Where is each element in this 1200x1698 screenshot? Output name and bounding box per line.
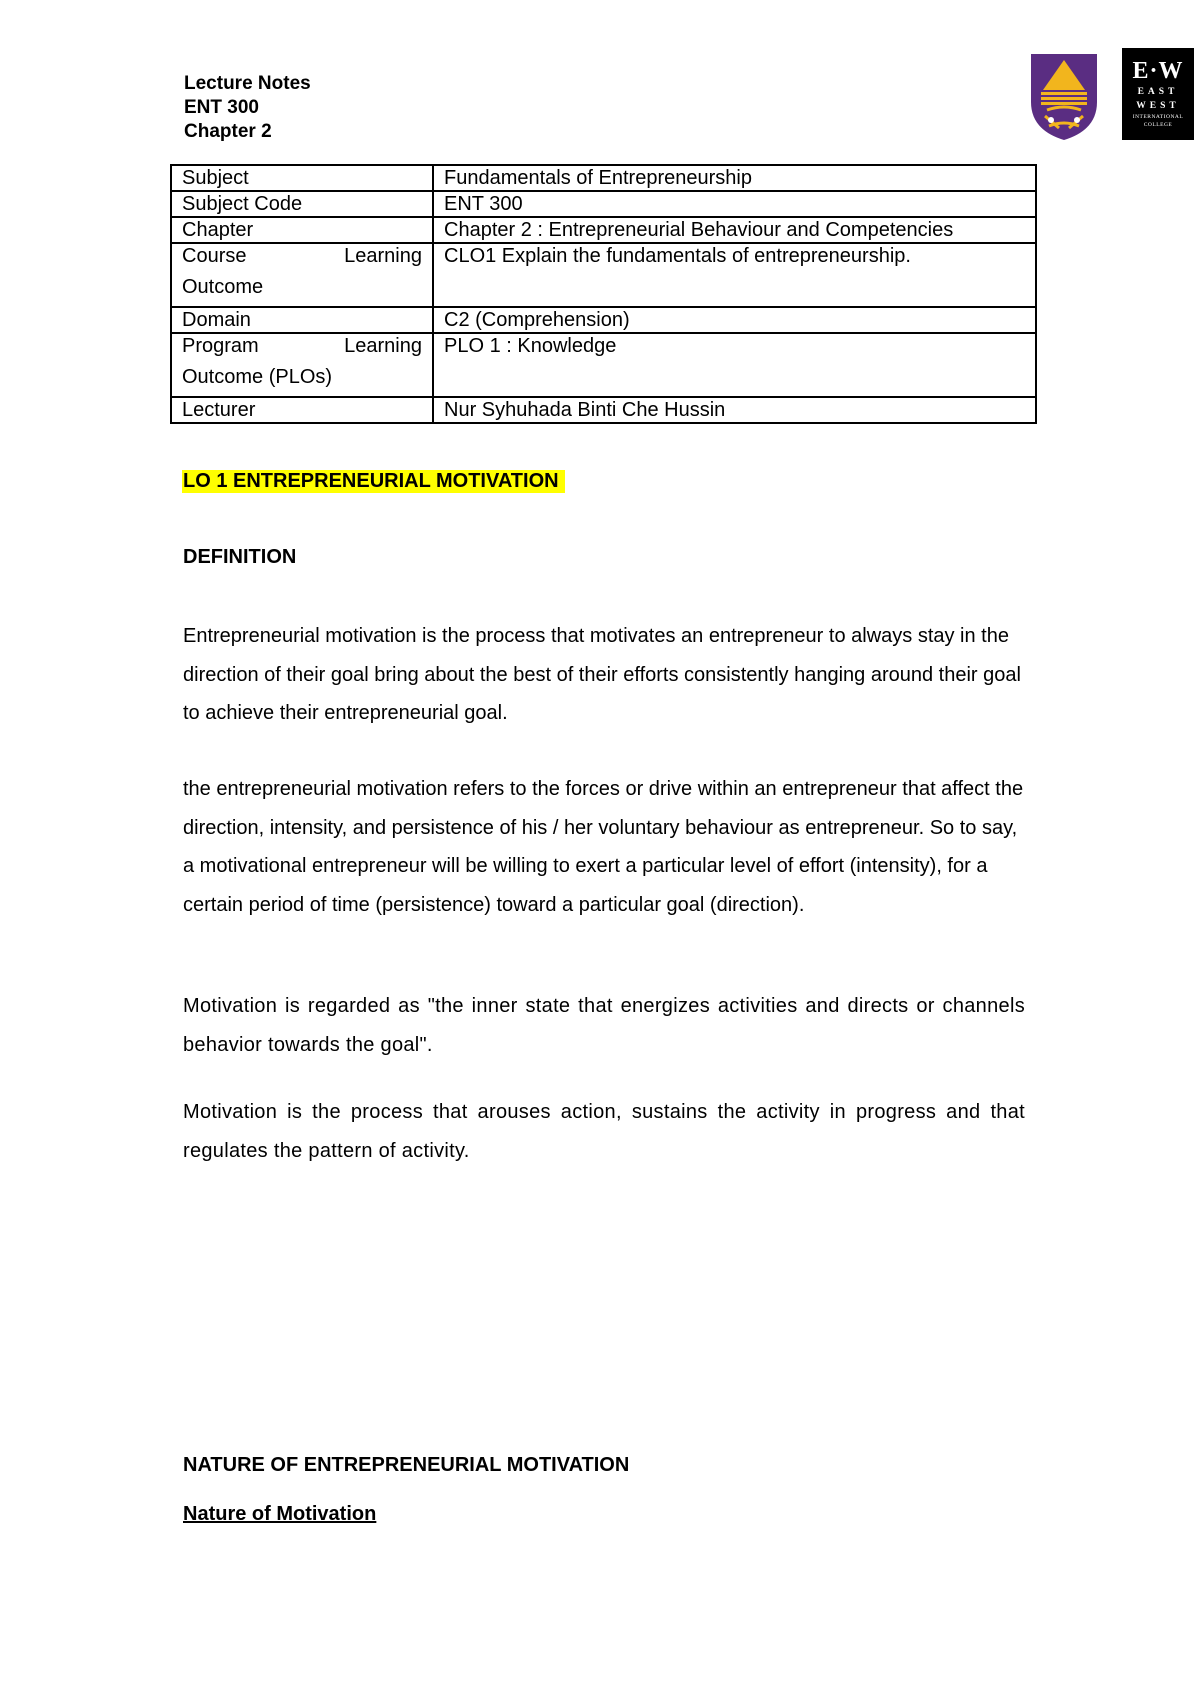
table-label-part: Learning [344,245,422,267]
table-value: C2 (Comprehension) [433,307,1036,333]
table-value: ENT 300 [433,191,1036,217]
table-label: Subject Code [171,191,433,217]
document-header [184,72,311,144]
paragraph-inner-state: Motivation is regarded as "the inner state that energizes activities and directs or channels behavior towards the goal". [183,995,1025,1056]
table-label [171,333,433,397]
nature-heading: NATURE OF ENTREPRENEURIAL MOTIVATION [183,1454,630,1476]
header-course-code: ENT 300 [184,97,259,118]
nature-subheading: Nature of Motivation [183,1503,377,1525]
table-label [171,243,433,307]
uitm-crest-logo [1027,50,1101,142]
table-value: Nur Syhuhada Binti Che Hussin [433,397,1036,423]
logo-ew-east: EAST [1137,87,1179,97]
paragraph-process: Motivation is the process that arouses action, sustains the activity in progress and that regulates the pattern of activity. [183,1101,1025,1162]
east-west-college-logo [1122,48,1194,140]
table-row [171,165,1036,191]
table-row [171,217,1036,243]
table-label: Lecturer [171,397,433,423]
header-chapter: Chapter 2 [184,121,272,142]
definition-heading: DEFINITION [183,546,297,568]
course-info-table [170,164,1037,424]
table-label-part: Learning [344,335,422,357]
table-label-part: Program [182,335,259,357]
table-label: Subject [171,165,433,191]
table-label-part: Outcome [182,276,264,298]
table-label: Domain [171,307,433,333]
header-title: Lecture Notes [184,73,311,94]
table-label: Chapter [171,217,433,243]
table-label-part: Course [182,245,247,267]
table-value: CLO1 Explain the fundamentals of entrepreneurship. [433,243,1036,307]
lo-heading: LO 1 ENTREPRENEURIAL MOTIVATION [182,470,565,493]
paragraph-definition: Entrepreneurial motivation is the process that motivates an entrepreneur to always stay in the direction of their goal bring about the best of their efforts consistently hanging around their goal to achieve their entrepreneurial goal. [183,625,1021,724]
table-value: Chapter 2 : Entrepreneurial Behaviour and Competencies [433,217,1036,243]
table-row [171,243,1036,307]
paragraph-forces: the entrepreneurial motivation refers to the forces or drive within an entrepreneur that affect the direction, intensity, and persistence of his / her voluntary behaviour as entrepreneur. So to say, a motivational entrepreneur will be willing to exert a particular level of effort (intensity), for a certain period of time (persistence) toward a particular goal (direction). [183,778,1024,916]
table-label-part: Outcome (PLOs) [182,366,333,388]
table-value: Fundamentals of Entrepreneurship [433,165,1036,191]
table-row [171,397,1036,423]
logo-ew-west: WEST [1136,101,1180,111]
logo-ew-college: COLLEGE [1143,122,1173,128]
table-row [171,333,1036,397]
table-value: PLO 1 : Knowledge [433,333,1036,397]
logo-ew-international: INTERNATIONAL [1132,114,1184,120]
logo-ew-monogram: E·W [1132,58,1184,84]
table-row [171,307,1036,333]
table-row [171,191,1036,217]
